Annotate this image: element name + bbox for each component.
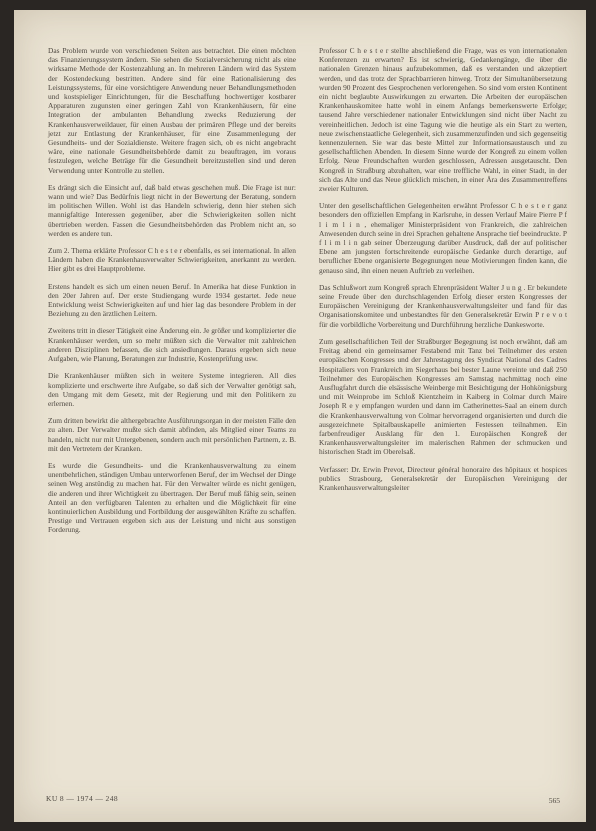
issue-reference: KU 8 — 1974 — 248 — [46, 794, 119, 803]
paragraph: Zum 2. Thema erklärte Professor C h e s t e r ebenfalls, es sei international. In allen Ländern haben die Krankenhausverwalter Schwierigkeiten, anerkannt zu werden. Hier gibt es drei Hauptprobleme. — [48, 246, 296, 274]
paragraph: Erstens handelt es sich um einen neuen Beruf. In Amerika hat diese Funktion in den 20er Jahren auf. Der erste Studiengang wurde 1934 gestartet. Jede neue Entwicklung weist Schwierigkeiten auf und hier lag das besondere Problem in der Beziehung zu den ärztlichen Leitern. — [48, 281, 296, 319]
paragraph: Die Krankenhäuser müßten sich in weitere Systeme integrieren. All dies komplizierte und erschwerte ihre Aufgabe, so daß sich der Verwalter genötigt sah, den Umgang mit dem Gesetz, mit der Regierung und mit den Politikern zu erlernen. — [48, 371, 296, 408]
paragraph: Zum dritten bewirkt die althergebrachte Ausführungsorgan in der meisten Fälle den zu alten. Der Verwalter mußte sich damit abfinden, als Mitglied einer Teams zu handeln, nicht nur mit Untergebenen, sondern auch mit persönlichen Partnern, z. B. mit den Vertretern der Kranken. — [48, 416, 296, 453]
paragraph: Zum gesellschaftlichen Teil der Straßburger Begegnung ist noch erwähnt, daß am Freitag abend ein gemeinsamer Festabend mit Tanz bei Teilnehmer des ersten europäischen Kongresses und der Jahrestagung des Syndicat National des Cadres Hospitaliers von Frankreich im Siegerhaus bei bester Laune vereinte und daß 250 Teilnehmer des Europäischen Kongresses am Samstag nachmittag noch eine Ausflugfahrt durch die elsässische Weinberge mit Besichtigung der Hohkönigsburg und mit Weinprobe im Schloß Kientzheim in Kaiberg in Colmar durch Maire Joseph R e y empfangen wurden und dann im Catherinettes-Saal an einem durch die Krankenhausverwaltung von Colmar hervorragend organisierten und durch die ausgezeichnete Spitalbauskapelle animierten Festessen teilnahmen. Ein farbenfreudiger Ausklang für den 1. Europäischen Kongreß der Krankenhausverwaltungsleiter im malerischen Rahmen der schmucken und historischen Stadt im Oberelsaß. — [319, 336, 567, 457]
paragraph: Das Schlußwort zum Kongreß sprach Ehrenpräsident Walter J u n g . Er bekundete seine Freude über den durchschlagenden Erfolg dieser ersten Kongresses der Europäischen Vereinigung der Krankenhausverwaltungsleiter und fand für das Organisationskomitee und unbestandtes für den Generalsekretär Erwin P r e v o t für die vorbildliche Vorbereitung und Durchführung herzliche Dankesworte. — [319, 282, 567, 329]
paragraph: Zweitens tritt in dieser Tätigkeit eine Änderung ein. Je größer und komplizierter die Krankenhäuser werden, um so mehr müßten sich die Verwalter mit zahlreichen anderen Disziplinen befassen, die sich ansiedlungen. Daraus ergeben sich neue Aufgaben, wie Planung, Beratungen zur Industrie, Kostenprüfung usw. — [48, 326, 296, 364]
left-column — [48, 46, 296, 535]
paragraph: Professor C h e s t e r stellte abschließend die Frage, was es von internationalen Konferenzen zu erwarten? Es ist schwierig, Gedankengänge, die über die nationalen Grenzen hinaus aufzubekommen, daß es verstanden und akzeptiert werden, und das trotz der Sprachbarrieren hinweg. Trotz der Simultanübersetzung wurden 90 Prozent des Gesprochenen verlorengehen. So sind vom ersten Kontinent ein nicht beglaubte Auswirkungen zu erwarten. Die Arbeiten der europäischen Krankenhauskomitee hatte wohl in einem Anfangs bemerkenswerte Erfolge; tausend Jahre verschiedener nationaler Entwicklungen sind nicht über Nacht zu vereinheitlichen. Jedoch ist eine Tagung wie die heutige als ein Start zu werten, neue zwischenstaatliche Gelegenheit, sich zusammenzufinden und sich gegenseitig kennenzulernen. Sie war das beste Mittel zur Informationsaustausch und zu gesellschaftlichen Abenden. In diesem Sinne wurde der Kongreß zu einem vollen Erfolg. Neue Freundschaften wurden geschlossen, Adressen ausgetauscht. Den Kongreß in Straßburg abzuhalten, war eine treffliche Wahl, in einer Stadt, in der sich das Alte und das Neue glücklich mischen, in einer Ära des Zusammentreffens zweier Kulturen. — [319, 46, 567, 194]
author-note: Verfasser: Dr. Erwin Prevot, Directeur général honoraire des hôpitaux et hospices publics Strasbourg, Generalsekretär der Europäischen Vereinigung der Krankenhausverwaltungsleiter — [319, 464, 567, 492]
paragraph: Es wurde die Gesundheits- und die Krankenhausverwaltung zu einem unentbehrlichen, ständigen Umbau unterworfenen Beruf, der im Wechsel der Dinge seinen Weg anstündig zu machen hat. Für den Verwalter würde es nicht genügen, die anderen und ihrer Wichtigkeit zu übertragen. Der Beruf muß fähig sein, seinen Anteil an den verfügbaren Talenten zu erhalten und die Möglichkeit für eine kontinuierlichen Ausbildung und Fortbildung der ausgewählten Kräfte zu schaffen. Prestige und Vertrauen ergeben sich aus der Leistung und nicht aus sonstigen Forderung. — [48, 460, 296, 535]
paragraph: Es drängt sich die Einsicht auf, daß bald etwas geschehen muß. Die Frage ist nur: wann und wie? Das Bedürfnis liegt nicht in der Bewertung der Beratung, sondern im politischen Willen. Wohl ist das Handeln schwierig, denn hier stehen sich mannigfaltige Interessen gegenüber, aber die Schwierigkeiten sollen nicht übertrieben werden. Fassen die Gesundheitsbehörden das Problem nicht an, so werden es andere tun. — [48, 182, 296, 238]
paragraph: Unter den gesellschaftlichen Gelegenheiten erwähnt Professor C h e s t e r ganz besonders den offiziellen Empfang in Karlsruhe, in dessen Verlauf Maire Pierre P f l i m l i n , ehemaliger Ministerpräsident von Frankreich, die zahlreichen Anwesenden durch seine in drei Sprachen gehaltene Ansprache tief beeindruckte. P f l i m l i n gab seiner Überzeugung darüber Ausdruck, daß der auf politischer Ebene am jungsten fortschreitende europäische Gedanke durch derartige, auf beruflicher Ebene organisierte Begegnungen neue Motivierungen finden kann, die genauso sind, ihn einen neuen Auftrieb zu verleihen. — [319, 201, 567, 275]
page-number: 565 — [548, 796, 560, 805]
right-column — [319, 46, 567, 492]
paragraph: Das Problem wurde von verschiedenen Seiten aus betrachtet. Die einen möchten das Finanzierungssystem ändern. Sie sehen die Sozialversicherung nicht als eine wirksame Methode der Kostenzahlung an. In mehreren Ländern wird das System der Kostendeckung bestritten. Andere sind für eine Rationalisierung des Leistungssystems, für eine vorsichtigere Anwendung neuer Behandlungsmethoden und kostspieliger Einrichtungen, für die Beschaffung hochwertiger kostbarer Apparaturen zugunsten einer geringen Zahl von Krankenhäusern, für eine Integration der ambulanten Behandlung zwecks Reduzierung der Krankenhausverweildauer, für einen Ausbau der primären Pflege und der bereits jetzt zur Entlastung der Krankenhäuser, für eine Zusammenlegung der Gesundheits- und der Sozialdienste. Weitere fragen sich, ob es nicht angebracht wäre, eine nationale Gesundheitsbehörde damit zu beauftragen, im voraus festzulegen, welche Beträge für die Gesundheit bereitzustellen sind und deren Verwendung unter Kontrolle zu stellen. — [48, 46, 296, 175]
document-page — [14, 10, 586, 822]
